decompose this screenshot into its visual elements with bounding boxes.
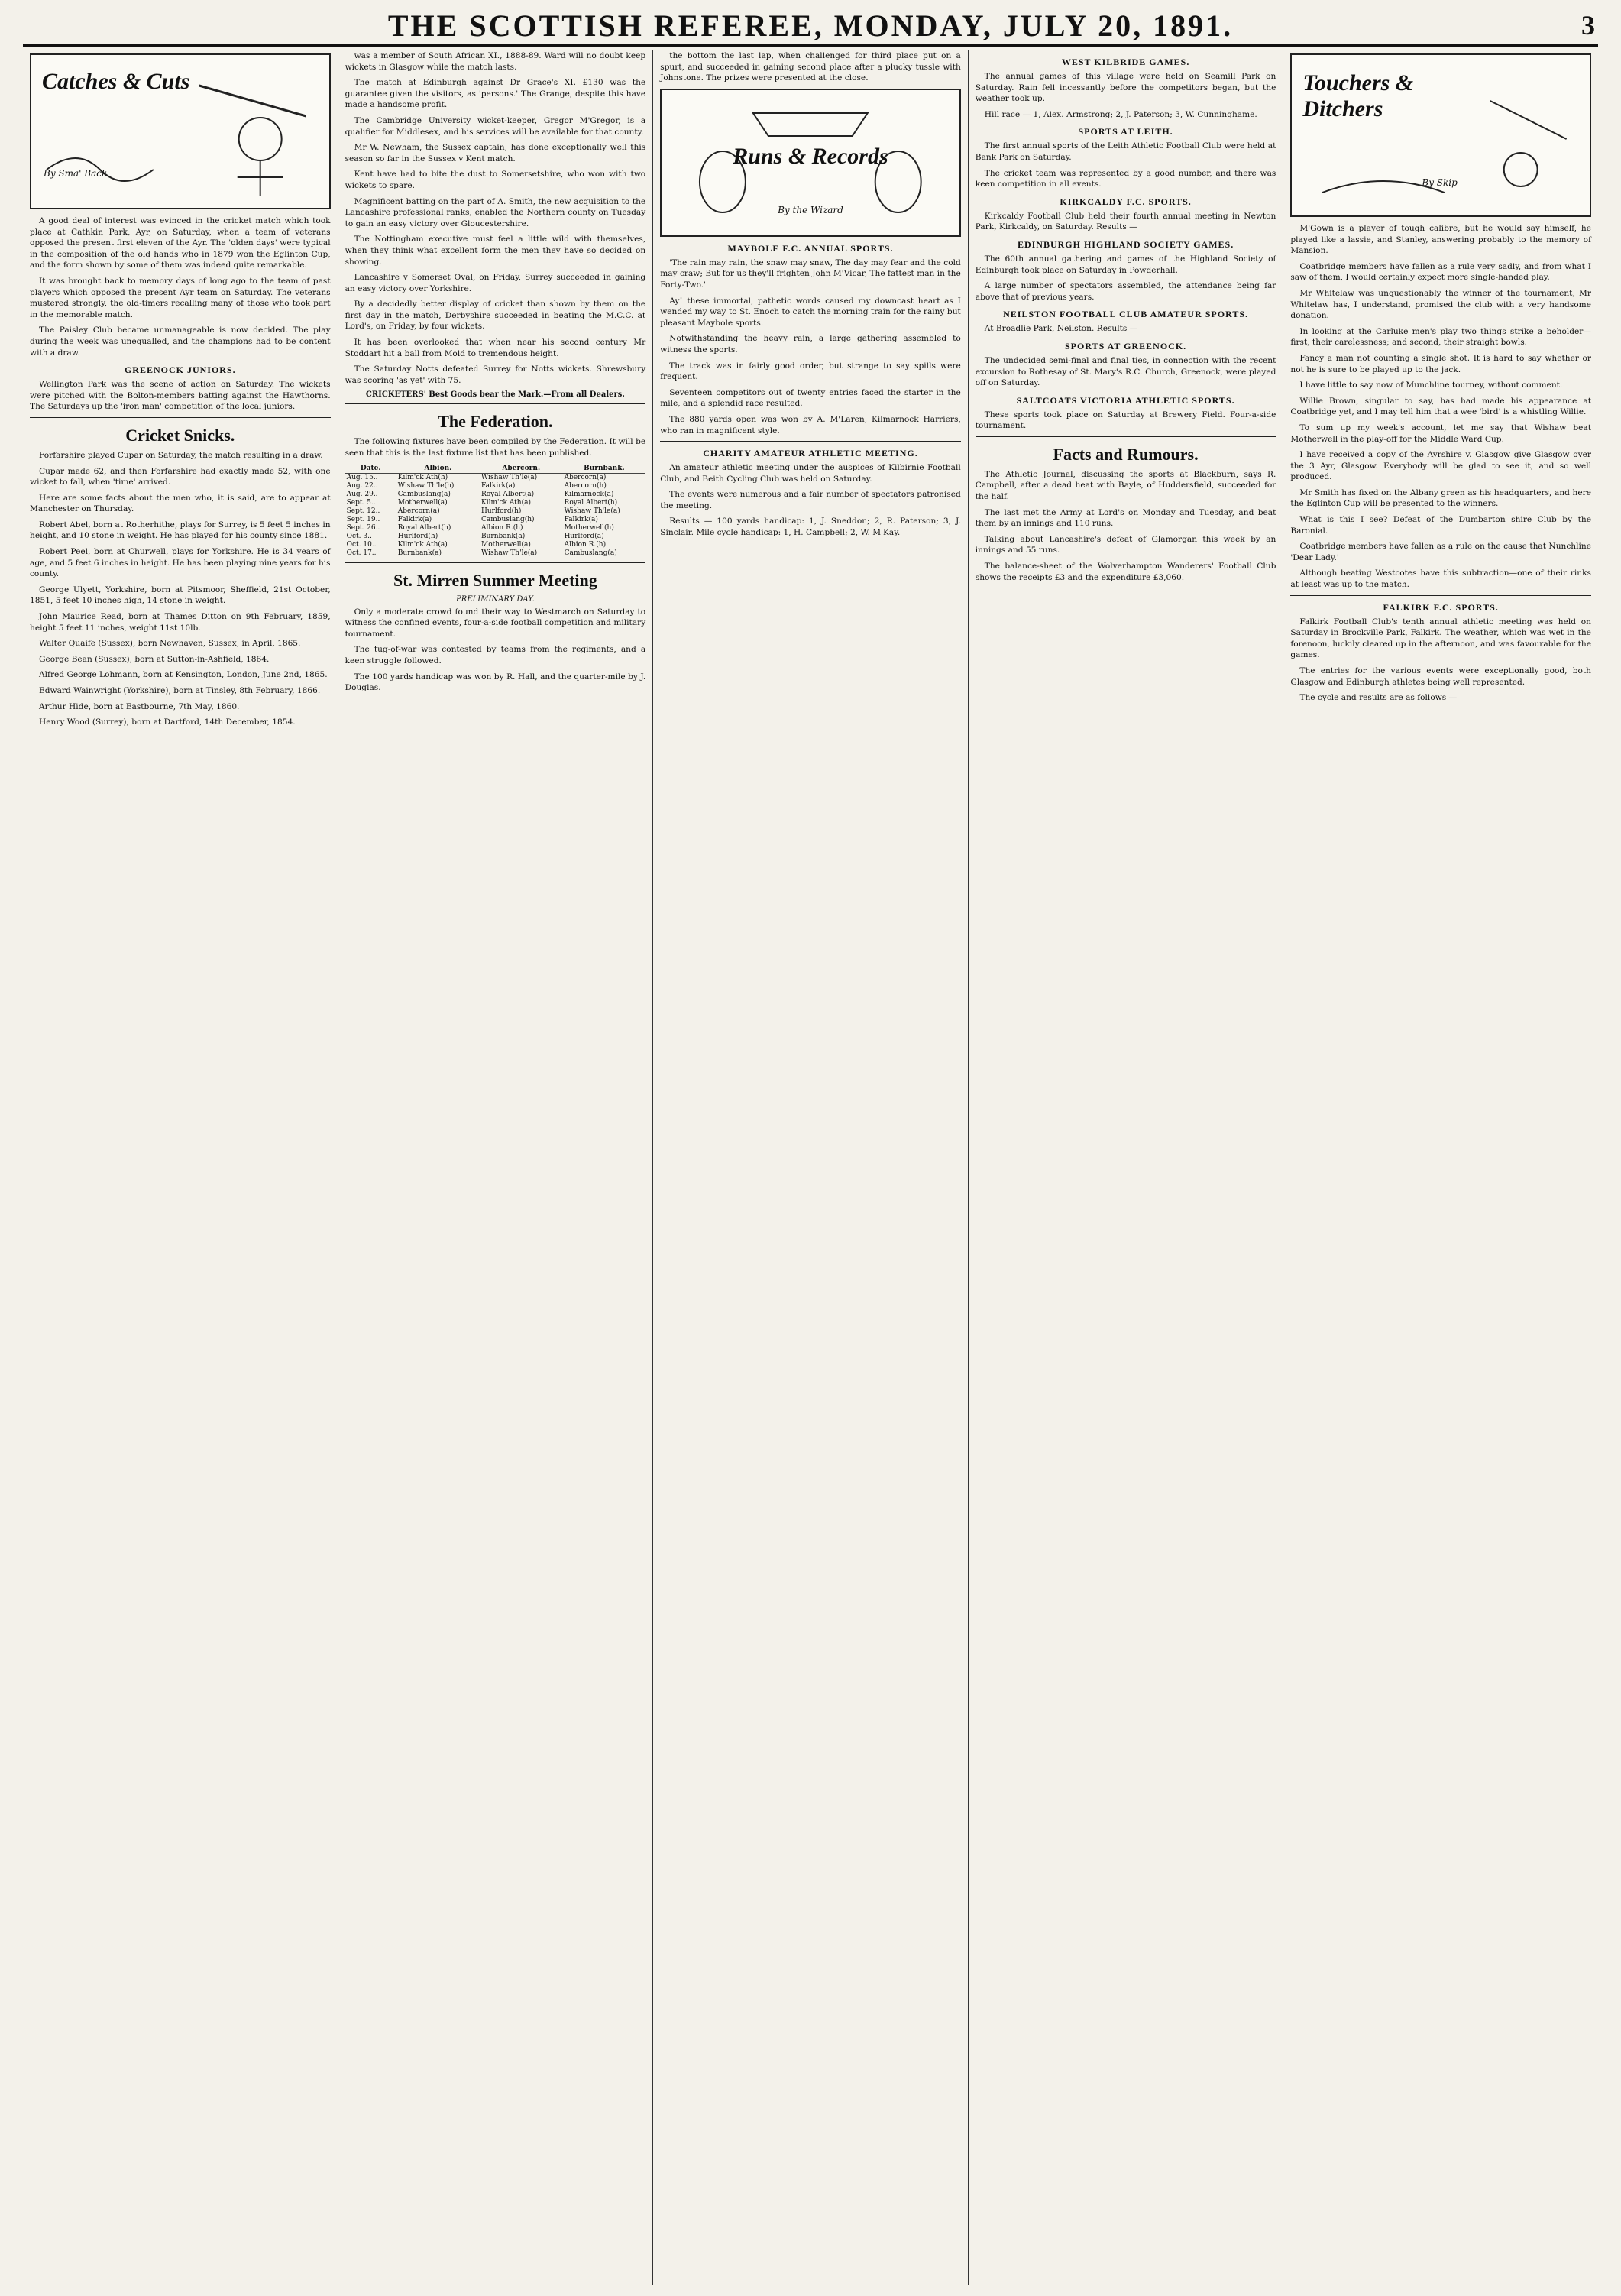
table-row [345, 549, 646, 558]
col5-para-13: Although beating Westcotes have this subtraction—one of their rinks at least was up to the match. [1290, 568, 1591, 590]
col5-para-8: To sum up my week's account, let me say that Wishaw beat Motherwell in the play-off for the Middle Ward Cup. [1290, 423, 1591, 444]
col2-para-6: Magnificent batting on the part of A. Smith, the new acquisition to the Lancashire professional ranks, enabled the Northern county on Tuesday to gain an easy victory over Gloucestershire. [345, 196, 646, 228]
federation-heading: The Federation. [438, 412, 553, 432]
col1-snick-7: John Maurice Read, born at Thames Ditton on 9th February, 1859, height 5 feet 11 inches, weight 11st 10lb. [30, 612, 331, 633]
table-cell: Hurlford(h) [480, 507, 522, 515]
divider [345, 562, 646, 563]
table-header: Abercorn. [480, 464, 563, 474]
divider [660, 441, 961, 442]
masthead [23, 5, 1598, 47]
column-2 [338, 50, 654, 2285]
col1-snick-1: Forfarshire played Cupar on Saturday, the match resulting in a draw. [39, 450, 323, 460]
table-header-row [345, 464, 646, 474]
col4-neil-1: At Broadlie Park, Neilston. Results — [984, 324, 1138, 334]
cricket-snicks-heading: Cricket Snicks. [125, 425, 235, 445]
table-header: Albion. [396, 464, 480, 474]
col1-snick-10: Alfred George Lohmann, born at Kensington, London, June 2nd, 1865. [39, 670, 328, 680]
col4-salt-1: These sports took place on Saturday at Brewery Field. Four-a-side tournament. [975, 410, 1276, 431]
col4-green-1: The undecided semi-final and final ties, in connection with the recent excursion to Rothesay of St. Mary's R.C. Church, Greenock, were played off on Saturday. [975, 355, 1276, 388]
col5-para-7: Willie Brown, singular to say, has had made his appearance at Coatbridge yet, and I may tell him that a wee 'bird' is a whistling Willie. [1290, 396, 1591, 417]
page-number: 3 [1581, 10, 1595, 40]
table-row [345, 491, 646, 499]
table-cell: Abercorn(h) [564, 481, 607, 490]
table-row [345, 541, 646, 549]
table-header: Burnbank. [563, 464, 646, 474]
table-cell: Burnbank(a) [397, 549, 442, 557]
saltcoats-heading: SALTCOATS VICTORIA ATHLETIC SPORTS. [1016, 394, 1235, 406]
charity-heading: CHARITY AMATEUR ATHLETIC MEETING. [703, 448, 918, 459]
col2-st-1: Only a moderate crowd found their way to Westmarch on Saturday to witness the confined events, four-a-side football competition and military tournament. [345, 607, 646, 639]
col3-charity-2: The events were numerous and a fair number of spectators patronised the meeting. [660, 490, 961, 510]
table-row [345, 482, 646, 491]
col2-st-3: The 100 yards handicap was won by R. Hall, and the quarter-mile by J. Douglas. [345, 672, 646, 693]
table-cell: Cambuslang(a) [564, 549, 617, 557]
table-row [345, 524, 646, 533]
col5-para-3: Mr Whitelaw was unquestionably the winner of the tournament, Mr Whitelaw has, I understand, promised the club with a very handsome donation. [1290, 288, 1591, 321]
col3-para-6: The 880 yards open was won by A. M'Laren, Kilmarnock Harriers, who ran in magnificent style. [660, 414, 961, 436]
divider [345, 403, 646, 404]
col2-para-10: It has been overlooked that when near his second century Mr Stoddart hit a ball from Mold to tremendous height. [345, 338, 646, 358]
table-cell: Wishaw Th'le(a) [480, 473, 538, 481]
col4-facts-3: Talking about Lancashire's defeat of Glamorgan this week by an innings and 55 runs. [975, 534, 1276, 555]
divider [30, 417, 331, 418]
col1-snick-12: Arthur Hide, born at Eastbourne, 7th May, 1860. [39, 701, 240, 711]
col4-facts-4: The balance-sheet of the Wolverhampton Wanderers' Football Club shows the receipts £3 and the expenditure £3,060. [975, 562, 1276, 582]
col5-para-4: In looking at the Carluke men's play two things strike a beholder—first, their carelessness; and second, their straight bowls. [1290, 326, 1591, 348]
table-cell: Falkirk(a) [480, 481, 516, 490]
west-kilbride-heading: WEST KILBRIDE GAMES. [1061, 57, 1190, 67]
column-5 [1283, 50, 1598, 2285]
col1-snick-11: Edward Wainwright (Yorkshire), born at Tinsley, 8th February, 1866. [39, 686, 321, 695]
col3-para-4: The track was in fairly good order, but strange to say spills were frequent. [660, 361, 961, 382]
table-cell: Kilmarnock(a) [564, 490, 614, 498]
divider [1290, 595, 1591, 596]
col2-para-8: Lancashire v Somerset Oval, on Friday, Surrey succeeded in gaining an easy victory over Yorkshire. [345, 273, 646, 293]
table-row [345, 473, 646, 482]
catches-cuts-illustration [30, 53, 331, 209]
table-cell: Hurlford(a) [564, 532, 604, 540]
col2-para-9: By a decidedly better display of cricket than shown by them on the first day in the match, Derbyshire succeeded in beating the M.C.C. at Lord's, on Friday, by four wickets. [345, 300, 646, 332]
table-cell: Sept. 19.. [346, 515, 380, 523]
table-cell: Burnbank(a) [480, 532, 526, 540]
col2-st-2: The tug-of-war was contested by teams from the regiments, and a keen struggle followed. [345, 645, 646, 665]
masthead-title: THE SCOTTISH REFEREE, MONDAY, JULY 20, 1891. [387, 8, 1234, 43]
edinburgh-highland-heading: EDINBURGH HIGHLAND SOCIETY GAMES. [1017, 238, 1234, 250]
column-1 [23, 50, 338, 2285]
table-cell: Oct. 17.. [346, 549, 377, 557]
col5-para-1: M'Gown is a player of tough calibre, but he would say himself, he played like a lassie, and Stanley, answering probably to the memory of Mansion. [1290, 224, 1591, 256]
col4-edin-2: A large number of spectators assembled, the attendance being far above that of previous years. [975, 281, 1276, 302]
col1-snick-8: Walter Quaife (Sussex), born Newhaven, Sussex, in April, 1865. [39, 639, 301, 649]
col1-para-3: The Paisley Club became unmanageable is now decided. The play during the week was unequalled, and the champions had to be content with a draw. [30, 325, 331, 358]
col2-para-7: The Nottingham executive must feel a little wild with themselves, when they think what excellent form the men they have so decided on showing. [345, 235, 646, 267]
touchers-ditchers-illustration [1290, 53, 1591, 217]
leith-heading: SPORTS AT LEITH. [1078, 126, 1173, 138]
column-4 [969, 50, 1284, 2285]
col2-para-4: Mr W. Newham, the Sussex captain, has done exceptionally well this season so far in the Sussex v Kent match. [345, 143, 646, 164]
col1-snick-6: George Ulyett, Yorkshire, born at Pitsmoor, Sheffield, 21st October, 1851, 5 feet 10 inches high, 14 stone in weight. [30, 585, 331, 606]
table-cell: Falkirk(a) [564, 515, 598, 523]
col2-para-2: The match at Edinburgh against Dr Grace's XI. £130 was the guarantee given the visitors, as 'persons.' The Grange, despite this have made a handsome profit. [345, 78, 646, 110]
table-cell: Albion R.(h) [564, 540, 607, 549]
federation-intro: The following fixtures have been compiled by the Federation. It will be seen that this is the last fixture list that has been published. [345, 437, 646, 458]
col3-charity-3: Results — 100 yards handicap: 1, J. Sneddon; 2, R. Paterson; 3, J. Sinclair. Mile cycle handicap: 1, H. Campbell; 2, W. M'Kay. [660, 517, 961, 538]
runs-records-byline: By the Wizard [778, 204, 843, 215]
table-cell: Royal Albert(h) [397, 523, 451, 532]
col3-para-2: Ay! these immortal, pathetic words caused my downcast heart as I wended my way to St. Enoch to catch the morning train for the rainy but pleasant Maybole sports. [660, 296, 961, 328]
column-3 [653, 50, 969, 2285]
cricketers-advert: CRICKETERS' Best Goods bear the Mark.—From all Dealers. [365, 390, 625, 400]
maybole-heading: MAYBOLE F.C. ANNUAL SPORTS. [727, 242, 894, 254]
col1-para-4: Wellington Park was the scene of action on Saturday. The wickets were pitched with the Bolton-members batting against the Hawthorns. The Saturdays up the 'iron man' competition of the local juniors. [30, 380, 331, 412]
table-cell: Aug. 15.. [346, 473, 378, 481]
col2-para-11: The Saturday Notts defeated Surrey for Notts wickets. Shrewsbury was scoring 'as yet' with 75. [345, 364, 646, 385]
col1-snick-5: Robert Peel, born at Churwell, plays for Yorkshire. He is 34 years of age, and 5 feet 6 inches in height. He has been playing nine years for his county. [30, 547, 331, 579]
col4-leith-1: The first annual sports of the Leith Athletic Football Club were held at Bank Park on Saturday. [975, 141, 1276, 162]
table-cell: Albion R.(h) [480, 523, 523, 532]
touchers-ditchers-title: Touchers & Ditchers [1302, 70, 1414, 121]
catches-cuts-title: Catches & Cuts [42, 69, 190, 94]
table-row [345, 499, 646, 507]
table-cell: Kilm'ck Ath(a) [397, 540, 448, 549]
table-cell: Royal Albert(h) [564, 498, 618, 507]
greenock-juniors-heading: GREENOCK JUNIORS. [124, 364, 236, 376]
col3-para-3: Notwithstanding the heavy rain, a large gathering assembled to witness the sports. [660, 334, 961, 355]
col2-para-3: The Cambridge University wicket-keeper, Gregor M'Gregor, is a qualifier for Middlesex, and his services will be available for that county. [345, 115, 646, 137]
col4-facts-1: The Athletic Journal, discussing the sports at Blackburn, says R. Campbell, after a dead heat with Bayle, of Huddersfield, succeeded for the half. [975, 469, 1276, 502]
col5-falkirk-1: Falkirk Football Club's tenth annual athletic meeting was held on Saturday in Brockville Park, Falkirk. The weather, which was wet in the forenoon, luckily cleared up in the afternoon, and was favourable for the games. [1290, 617, 1591, 660]
st-mirren-heading: St. Mirren Summer Meeting [393, 570, 597, 590]
table-cell: Sept. 26.. [346, 523, 380, 532]
greenock-sports-heading: SPORTS AT GREENOCK. [1064, 340, 1187, 351]
col4-leith-2: The cricket team was represented by a good number, and there was keen competition in all events. [975, 168, 1276, 189]
col3-para-5: Seventeen competitors out of twenty entries faced the starter in the mile, and a splendid race resulted. [660, 387, 961, 409]
table-cell: Sept. 12.. [346, 507, 380, 515]
table-cell: Falkirk(a) [397, 515, 432, 523]
table-cell: Cambuslang(h) [480, 515, 535, 523]
col1-snick-4: Robert Abel, born at Rotherhithe, plays for Surrey, is 5 feet 5 inches in height, and 10 stone in weight. He has played for his county since 1881. [30, 520, 331, 541]
col3-para-1: 'The rain may rain, the snaw may snaw, The day may fear and the cold may craw; But for us they'll frighten John M'Vicar, The fattest man in the Forty-Two.' [660, 257, 961, 290]
table-cell: Oct. 10.. [346, 540, 377, 549]
table-cell: Hurlford(h) [397, 532, 438, 540]
col4-wk-1: The annual games of this village were held on Seamill Park on Saturday. Rain fell incessantly before the competitors began, but the weather took up. [975, 72, 1276, 104]
table-cell: Aug. 29.. [346, 490, 378, 498]
table-cell: Wishaw Th'le(a) [480, 549, 538, 557]
table-cell: Cambuslang(a) [397, 490, 451, 498]
table-cell: Wishaw Th'le(h) [397, 481, 455, 490]
col1-para-2: It was brought back to memory days of long ago to the team of past players which opposed the present Ayr team on Saturday. The veterans mustered strongly, the old-timers recalling many of those who took part in the memorable match. [30, 276, 331, 319]
table-row [345, 516, 646, 524]
col5-para-10: Mr Smith has fixed on the Albany green as his headquarters, and here the Eglinton Cup will be presented to the winners. [1290, 487, 1591, 509]
col5-para-5: Fancy a man not counting a single shot. It is hard to say whether or not he is sure to be played up to the jack. [1290, 353, 1591, 374]
table-cell: Sept. 5.. [346, 498, 376, 507]
facts-rumours-heading: Facts and Rumours. [1053, 444, 1199, 464]
table-cell: Motherwell(a) [480, 540, 531, 549]
col1-para-1: A good deal of interest was evinced in the cricket match which took place at Cathkin Park, Ayr, on Saturday, when a team of veterans opposed the present first eleven of the Ayr. The 'olden days' were typical in the composition of the old hands who in 1879 won the Eglinton Cup, and the form shown by some of them was indeed quite remarkable. [30, 216, 331, 270]
table-cell: Abercorn(a) [397, 507, 440, 515]
table-header: Date. [345, 464, 396, 474]
table-cell: Oct. 3.. [346, 532, 372, 540]
table-cell: Kilm'ck Ath(h) [397, 473, 448, 481]
table-cell: Motherwell(h) [564, 523, 614, 532]
neilston-heading: NEILSTON FOOTBALL CLUB AMATEUR SPORTS. [1003, 309, 1249, 320]
table-row [345, 533, 646, 541]
touchers-ditchers-byline: By Skip [1422, 177, 1458, 188]
runs-records-illustration [660, 89, 961, 237]
col3-para-top: the bottom the last lap, when challenged for third place put on a spurt, and succeeded in gaining second place after a plucky tussle with Johnstone. The prizes were presented at the close. [660, 51, 961, 83]
col5-para-6: I have little to say now of Munchline tourney, without comment. [1299, 381, 1563, 390]
col4-kirk-1: Kirkcaldy Football Club held their fourth annual meeting in Newton Park, Kirkcaldy, on Saturday. Results — [975, 211, 1276, 232]
table-cell: Royal Albert(a) [480, 490, 535, 498]
st-mirren-subheading: PRELIMINARY DAY. [456, 594, 535, 604]
col4-wk-2: Hill race — 1, Alex. Armstrong; 2, J. Paterson; 3, W. Cunninghame. [984, 109, 1257, 119]
table-cell: Abercorn(a) [564, 473, 607, 481]
kirkcaldy-heading: KIRKCALDY F.C. SPORTS. [1060, 196, 1192, 207]
runs-records-title: Runs & Records [733, 143, 888, 169]
table-cell: Wishaw Th'le(a) [564, 507, 620, 515]
col4-facts-2: The last met the Army at Lord's on Monday and Tuesday, and beat them by an innings and 110 runs. [975, 507, 1276, 529]
table-cell: Aug. 22.. [346, 481, 378, 490]
col1-snick-9: George Bean (Sussex), born at Sutton-in-Ashfield, 1864. [39, 654, 270, 664]
table-row [345, 507, 646, 516]
col5-para-9: I have received a copy of the Ayrshire v. Glasgow give Glasgow over the 3 Ayr, Glasgow. Everybody will be glad to see it, and so well produced. [1290, 450, 1591, 482]
table-cell: Kilm'ck Ath(a) [480, 498, 531, 507]
col5-para-11: What is this I see? Defeat of the Dumbarton shire Club by the Baronial. [1290, 515, 1591, 536]
table-cell: Motherwell(a) [397, 498, 448, 507]
col1-snick-13: Henry Wood (Surrey), born at Dartford, 14th December, 1854. [39, 717, 296, 727]
col1-snick-2: Cupar made 62, and then Forfarshire had exactly made 52, with one wicket to fall, when 'time' arrived. [30, 466, 331, 487]
col5-para-2: Coatbridge members have fallen as a rule very sadly, and from what I saw of them, I would certainly expect more single-handed play. [1290, 261, 1591, 283]
divider [976, 436, 1276, 437]
col3-charity-1: An amateur athletic meeting under the auspices of Kilbirnie Football Club, and Beith Cycling Club was held on Saturday. [660, 463, 961, 484]
falkirk-sports-heading: FALKIRK F.C. SPORTS. [1383, 601, 1499, 613]
col5-para-12: Coatbridge members have fallen as a rule on the cause that Nunchline 'Dear Lady.' [1290, 542, 1591, 562]
col5-falkirk-2: The entries for the various events were exceptionally good, both Glasgow and Edinburgh athletes being well represented. [1290, 666, 1591, 687]
columns [23, 50, 1598, 2285]
col2-para-1: was a member of South African XI., 1888-89. Ward will no doubt keep wickets in Glasgow while the match lasts. [345, 51, 646, 72]
catches-cuts-byline: By Sma' Back [44, 168, 108, 179]
col4-edin-1: The 60th annual gathering and games of the Highland Society of Edinburgh took place on Saturday in Powderhall. [975, 254, 1276, 275]
federation-fixtures-table [345, 464, 646, 558]
col2-para-5: Kent have had to bite the dust to Somersetshire, who won with two wickets to spare. [345, 170, 646, 190]
col1-snick-3: Here are some facts about the men who, it is said, are to appear at Manchester on Thursday. [30, 493, 331, 514]
col5-falkirk-3: The cycle and results are as follows — [1299, 693, 1458, 703]
